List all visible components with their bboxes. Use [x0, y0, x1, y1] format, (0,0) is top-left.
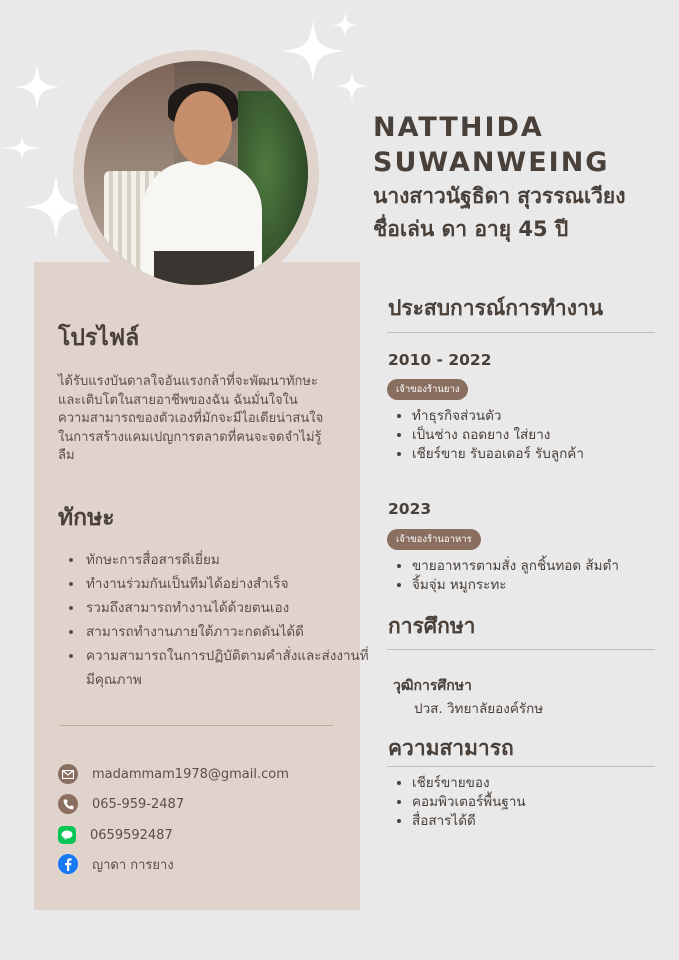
email-icon: [58, 764, 78, 784]
contact-line[interactable]: [58, 824, 348, 846]
list-item: • เป็นช่าง ถอดยาง ใส่ยาง: [412, 426, 584, 445]
job-years: 2010 - 2022: [388, 351, 492, 369]
contact-phone[interactable]: [58, 793, 348, 815]
education-heading: การศึกษา: [388, 614, 476, 638]
list-item: • สามารถทำงานภายใต้ภาวะกดดันได้ดี: [84, 620, 374, 644]
abilities-heading: ความสามารถ: [388, 736, 514, 760]
list-item: • เชียร์ขายของ: [412, 774, 526, 793]
list-item: • ทักษะการสื่อสารดีเยี่ยม: [84, 548, 374, 572]
divider: [60, 725, 333, 726]
list-item: • เชียร์ขาย รับออเดอร์ รับลูกค้า: [412, 445, 584, 464]
list-item: • คอมพิวเตอร์พื้นฐาน: [412, 793, 526, 812]
phone-icon: [58, 794, 78, 814]
divider: [387, 649, 655, 650]
abilities-list: [388, 774, 526, 831]
nickname-age: ชื่อเล่น ดา อายุ 45 ปี: [373, 217, 569, 241]
experience-heading: ประสบการณ์การทำงาน: [388, 296, 604, 320]
list-item: • สื่อสารได้ดี: [412, 812, 526, 831]
education-label: วุฒิการศึกษา: [393, 678, 472, 694]
list-item: • ทำธุรกิจส่วนตัว: [412, 407, 584, 426]
job-years: 2023: [388, 500, 432, 518]
line-icon: [58, 826, 76, 844]
contact-facebook[interactable]: [58, 853, 348, 875]
list-item: • ขายอาหารตามสั่ง ลูกชิ้นทอด ส้มตำ: [412, 557, 619, 576]
name-block: [373, 110, 673, 246]
education-school: ปวส. วิทยาลัยองค์รักษ: [414, 701, 544, 717]
line-text: 0659592487: [90, 827, 173, 843]
facebook-text: ญาดา การยาง: [92, 857, 174, 873]
role-badge: เจ้าของร้านอาหาร: [387, 529, 481, 550]
sparkle-icon: [14, 64, 60, 110]
name-english-first: NATTHIDA: [373, 112, 544, 143]
name-thai: นางสาวนัฐธิดา สุวรรณเวียง: [373, 184, 626, 208]
email-text: madammam1978@gmail.com: [92, 766, 289, 782]
phone-text: 065-959-2487: [92, 796, 185, 812]
sparkle-icon: [332, 12, 358, 38]
divider: [387, 332, 655, 333]
profile-heading: โปรไฟล์: [58, 325, 140, 351]
profile-photo: [84, 61, 308, 285]
list-item: • รวมถึงสามารถทำงานได้ด้วยตนเอง: [84, 596, 374, 620]
contact-email[interactable]: [58, 763, 348, 785]
list-item: • จิ้มจุ่ม หมูกระทะ: [412, 576, 619, 595]
sparkle-icon: [0, 136, 44, 160]
name-english-last: SUWANWEING: [373, 147, 610, 178]
duties-list: [388, 557, 619, 595]
facebook-icon: [58, 854, 78, 874]
sparkle-icon: [336, 70, 368, 102]
divider: [387, 766, 655, 767]
list-item: • ความสามารถในการปฏิบัติตามคำสั่งและส่งงานที่มีคุณภาพ: [84, 644, 374, 692]
duties-list: [388, 407, 584, 464]
profile-text: ได้รับแรงบันดาลใจอันแรงกล้าที่จะพัฒนาทักษะและเติบโตในสายอาชีพของฉัน ฉันมั่นใจในความสามารถของตัวเองที่มักจะมีไอเดียน่าสนใจในการสร้างแคมเปญการตลาดที่คนจะจดจำไม่รู้ลืม: [58, 374, 324, 463]
skills-heading: ทักษะ: [58, 505, 115, 531]
role-badge: เจ้าของร้านยาง: [387, 379, 468, 400]
skills-list: [58, 548, 374, 692]
list-item: • ทำงานร่วมกันเป็นทีมได้อย่างสำเร็จ: [84, 572, 374, 596]
